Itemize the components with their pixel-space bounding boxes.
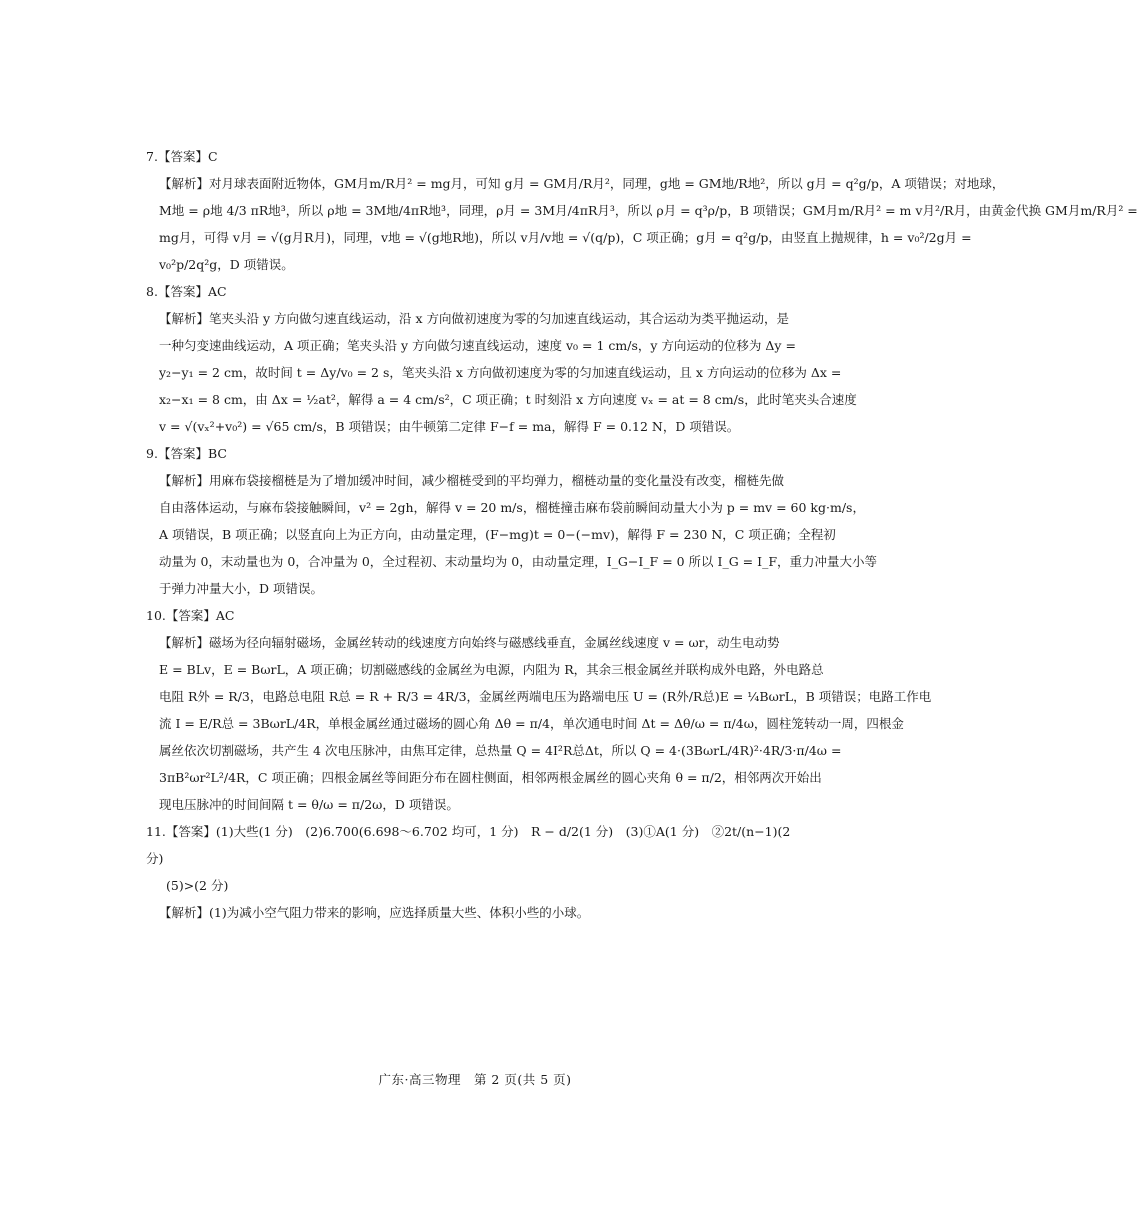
analysis-line: 3πB²ωr²L²/4R，C 项正确；四根金属丝等间距分布在圆柱侧面，相邻两根金属丝的圆心夹角 θ = π/2，相邻两次开始出	[159, 770, 822, 785]
analysis-line: 【解析】对月球表面附近物体，GM月m/R月² = mg月，可知 g月 = GM月/R月²，同理，g地 = GM地/R地²，所以 g月 = q²g/p，A 项错误；对地球，	[159, 176, 1005, 191]
analysis-line: 【解析】磁场为径向辐射磁场，金属丝转动的线速度方向始终与磁感线垂直，金属丝线速度 v = ωr，动生电动势	[159, 635, 780, 650]
answer-continuation: (5)>(2 分)	[166, 878, 229, 893]
answer-line	[146, 602, 808, 629]
answer-label: 【答案】AC	[165, 608, 235, 623]
solutions-body	[146, 143, 1138, 926]
analysis-line: 自由落体运动，与麻布袋接触瞬间，v² = 2gh，解得 v = 20 m/s，榴梿撞击麻布袋前瞬间动量大小为 p = mv = 60 kg·m/s，	[159, 500, 865, 515]
analysis-line: 【解析】用麻布袋接榴梿是为了增加缓冲时间，减少榴梿受到的平均弹力，榴梿动量的变化量没有改变，榴梿先做	[159, 473, 785, 488]
analysis-line: 一种匀变速曲线运动，A 项正确；笔夹头沿 y 方向做匀速直线运动，速度 v₀ = 1 cm/s，y 方向运动的位移为 Δy =	[159, 338, 796, 353]
question-block	[146, 818, 808, 926]
answer-label: 【答案】AC	[157, 284, 227, 299]
question-number: 10.	[146, 608, 166, 623]
analysis-line: 【解析】笔夹头沿 y 方向做匀速直线运动，沿 x 方向做初速度为零的匀加速直线运动，其合运动为类平抛运动，是	[159, 311, 790, 326]
question-block	[146, 278, 857, 440]
page-footer: 广东·高三物理 第 2 页(共 5 页)	[378, 1072, 572, 1087]
analysis-line: 动量为 0，末动量也为 0，合冲量为 0，全过程初、末动量均为 0，由动量定理，I_G−I_F = 0 所以 I_G = I_F，重力冲量大小等	[159, 554, 877, 569]
analysis-line: 电阻 R外 = R/3，电路总电阻 R总 = R + R/3 = 4R/3，金属丝两端电压为路端电压 U = (R外/R总)E = ¼BωrL，B 项错误；电路工作电	[159, 689, 932, 704]
answer-line	[146, 440, 808, 467]
analysis-line: y₂−y₁ = 2 cm，故时间 t = Δy/v₀ = 2 s，笔夹头沿 x 方向做初速度为零的匀加速直线运动，且 x 方向运动的位移为 Δx =	[159, 365, 842, 380]
analysis-line: mg月，可得 v月 = √(g月R月)，同理，v地 = √(g地R地)，所以 v月/v地 = √(q/p)，C 项正确；g月 = q²g/p，由竖直上抛规律，h = v₀²/2g月 =	[159, 230, 972, 245]
answer-label: 【答案】C	[157, 149, 218, 164]
analysis-line: 【解析】(1)为减小空气阻力带来的影响，应选择质量大些、体积小些的小球。	[159, 905, 590, 920]
question-number: 11.	[146, 824, 166, 839]
question-block	[146, 602, 932, 818]
analysis-line: v₀²p/2q²g，D 项错误。	[159, 257, 294, 272]
question-number: 9.	[146, 446, 158, 461]
question-number: 8.	[146, 284, 158, 299]
question-block	[146, 440, 877, 602]
question-block	[146, 143, 1138, 278]
analysis-line: E = BLv，E = BωrL，A 项正确；切割磁感线的金属丝为电源，内阻为 R，其余三根金属丝并联构成外电路，外电路总	[159, 662, 824, 677]
analysis-line: v = √(vₓ²+v₀²) = √65 cm/s，B 项错误；由牛顿第二定律 F−f = ma，解得 F = 0.12 N，D 项错误。	[159, 419, 740, 434]
analysis-line: A 项错误，B 项正确；以竖直向上为正方向，由动量定理，(F−mg)t = 0−(−mv)，解得 F = 230 N，C 项正确；全程初	[159, 527, 836, 542]
answer-line	[146, 143, 808, 170]
analysis-line: x₂−x₁ = 8 cm，由 Δx = ½at²，解得 a = 4 cm/s²，C 项正确；t 时刻沿 x 方向速度 vₓ = at = 8 cm/s，此时笔夹头合速度	[159, 392, 857, 407]
answer-line	[146, 818, 808, 872]
analysis-line: 流 I = E/R总 = 3BωrL/4R，单根金属丝通过磁场的圆心角 Δθ = π/4，单次通电时间 Δt = Δθ/ω = π/4ω，圆柱笼转动一周，四根金	[159, 716, 904, 731]
analysis-line: M地 = ρ地 4/3 πR地³，所以 ρ地 = 3M地/4πR地³，同理，ρ月 = 3M月/4πR月³，所以 ρ月 = q³ρ/p，B 项错误；GM月m/R月² = m v月²/R月，由黄金代换 GM月m/R月² =	[159, 203, 1138, 218]
analysis-line: 现电压脉冲的时间间隔 t = θ/ω = π/2ω，D 项错误。	[159, 797, 459, 812]
answer-line	[146, 278, 808, 305]
analysis-line: 于弹力冲量大小，D 项错误。	[159, 581, 323, 596]
answer-label: 【答案】BC	[157, 446, 227, 461]
analysis-line: 属丝依次切割磁场，共产生 4 次电压脉冲，由焦耳定律，总热量 Q = 4I²R总Δt，所以 Q = 4·(3BωrL/4R)²·4R/3·π/4ω =	[159, 743, 842, 758]
question-number: 7.	[146, 149, 158, 164]
answer-label: 【答案】(1)大些(1 分) (2)6.700(6.698～6.702 均可，1 分) R − d/2(1 分) (3)①A(1 分) ②2t/(n−1)(2 分)	[146, 824, 791, 866]
